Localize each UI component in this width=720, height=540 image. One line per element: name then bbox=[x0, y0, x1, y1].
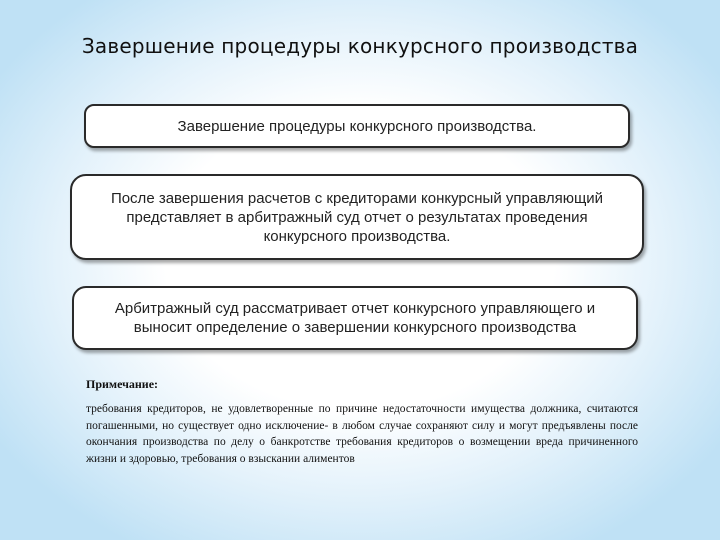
note-heading: Примечание: bbox=[86, 377, 159, 391]
step-box-completion bbox=[84, 104, 630, 148]
step-box-court-ruling-text: Арбитражный суд рассматривает отчет конкурсного управляющего и выносит определение о завершении конкурсного производства bbox=[114, 300, 596, 336]
step-box-report-text: После завершения расчетов с кредиторами конкурсный управляющий представляет в арбитражный суд отчет о результатах проведения конкурсного производства. bbox=[110, 189, 604, 245]
slide-title: Завершение процедуры конкурсного производства bbox=[81, 34, 639, 58]
step-box-court-ruling bbox=[72, 286, 638, 350]
step-box-report bbox=[70, 174, 644, 260]
note-text: требования кредиторов, не удовлетворенные по причине недостаточности имущества должника, считаются погашенными, но существует одно исключение- в любом случае сохраняют силу и могут предъявлены после окончания производства по делу о банкротстве требования кредиторов о возмещении вреда причиненного жизни и здоровью, требования о взыскании алиментов bbox=[86, 403, 638, 465]
step-box-completion-text: Завершение процедуры конкурсного производства. bbox=[177, 117, 537, 135]
